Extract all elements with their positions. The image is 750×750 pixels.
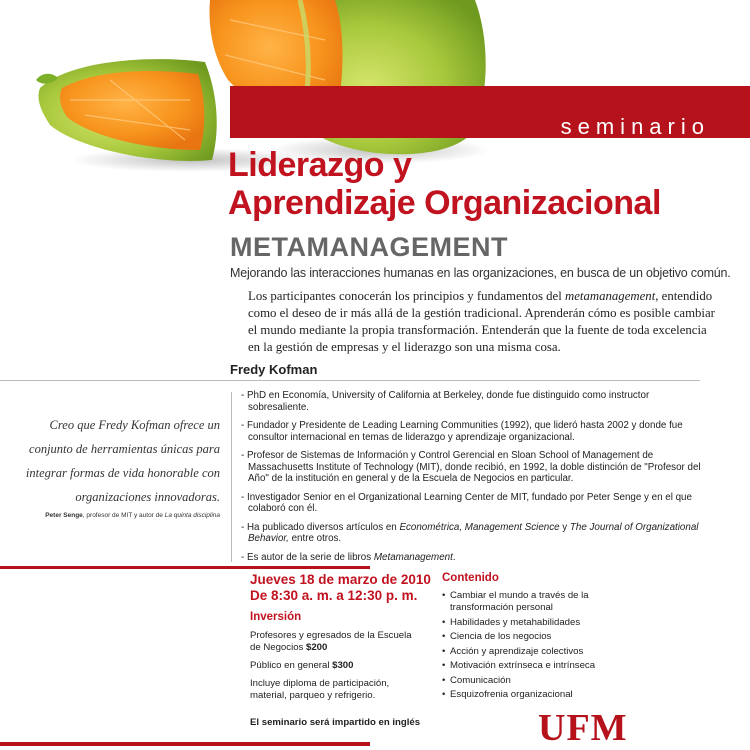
price-alumni: Profesores y egresados de la Escuela de Negocios $200	[250, 630, 412, 653]
seminar-title	[228, 146, 661, 222]
content-item: • Motivación extrínseca e intrínseca	[442, 660, 612, 672]
divider-horizontal	[0, 380, 700, 381]
section-red-rule	[0, 566, 370, 569]
investment-details	[250, 630, 420, 708]
speaker-name: Fredy Kofman	[230, 362, 318, 377]
speaker-bio-list	[238, 390, 710, 570]
content-item: • Habilidades y metahabilidades	[442, 617, 612, 629]
event-time: De 8:30 a. m. a 12:30 p. m.	[250, 588, 418, 603]
bio-item: - Es autor de la serie de libros Metamanagement.	[241, 551, 456, 563]
intro-term: metamanagement	[565, 289, 656, 303]
footer-red-rule	[0, 742, 370, 746]
seminar-kicker: seminario	[560, 114, 710, 139]
price-general: Público en general $300	[250, 660, 354, 671]
content-item: • Ciencia de los negocios	[442, 631, 612, 643]
content-list	[442, 590, 612, 704]
content-item: • Comunicación	[442, 675, 612, 687]
event-datetime	[250, 572, 431, 604]
divider-vertical	[231, 392, 232, 562]
event-date: Jueves 18 de marzo de 2010	[250, 572, 431, 587]
seminar-tagline: Mejorando las interacciones humanas en las organizaciones, en busca de un objetivo común.	[230, 266, 731, 280]
content-heading: Contenido	[442, 572, 499, 584]
intro-paragraph: Los participantes conocerán los principios y fundamentos del metamanagement, entendido como el deseo de ir más allá de la gestión tradicional. Aprenderán cómo es posible cambiar el mundo mediante la propia transformación. Entenderán que la fuente de toda excelencia en la gestión de empresas y el liderazgo son una misma cosa.	[248, 289, 715, 354]
ufm-logo: UFM	[538, 707, 628, 749]
bio-item: - PhD en Economía, University of California at Berkeley, donde fue distinguido como instructor sobresaliente.	[241, 390, 650, 413]
title-line-1: Liderazgo y	[228, 146, 412, 184]
testimonial-attribution: Peter Senge, profesor de MIT y autor de La quinta disciplina	[45, 512, 220, 519]
price-includes: Incluye diploma de participación, material, parqueo y refrigerio.	[250, 678, 390, 701]
bio-item: - Profesor de Sistemas de Información y Control Gerencial en Sloan School of Management de Massachusetts Institute of Technology (MIT), donde recibió, en 1992, la doble distinción de "Profesor del Año" de la institución en general y de la Escuela de Negocios en particular.	[241, 450, 701, 484]
title-line-2: Aprendizaje Organizacional	[228, 184, 661, 222]
bio-item: - Fundador y Presidente de Leading Learning Communities (1992), que lideró hasta 2002 y donde fue consultor internacional en temas de liderazgo y aprendizaje organizacional.	[241, 420, 683, 443]
testimonial-quote: Creo que Fredy Kofman ofrece un conjunto de herramientas únicas para integrar formas de vida honorable con organizaciones innovadoras.	[25, 418, 220, 504]
bio-item: - Investigador Senior en el Organizational Learning Center de MIT, fundado por Peter Senge y en el que colaboró con él.	[241, 491, 692, 514]
language-note: El seminario será impartido en inglés	[250, 717, 421, 728]
bio-item: - Ha publicado diversos artículos en Econométrica, Management Science y The Journal of Organizational Behavior, entre otros.	[241, 521, 699, 544]
seminar-subtitle: METAMANAGEMENT	[230, 232, 508, 262]
content-item: • Cambiar el mundo a través de la transformación personal	[442, 590, 612, 614]
investment-heading: Inversión	[250, 611, 302, 623]
content-item: • Esquizofrenia organizacional	[442, 689, 612, 701]
content-item: • Acción y aprendizaje colectivos	[442, 646, 612, 658]
